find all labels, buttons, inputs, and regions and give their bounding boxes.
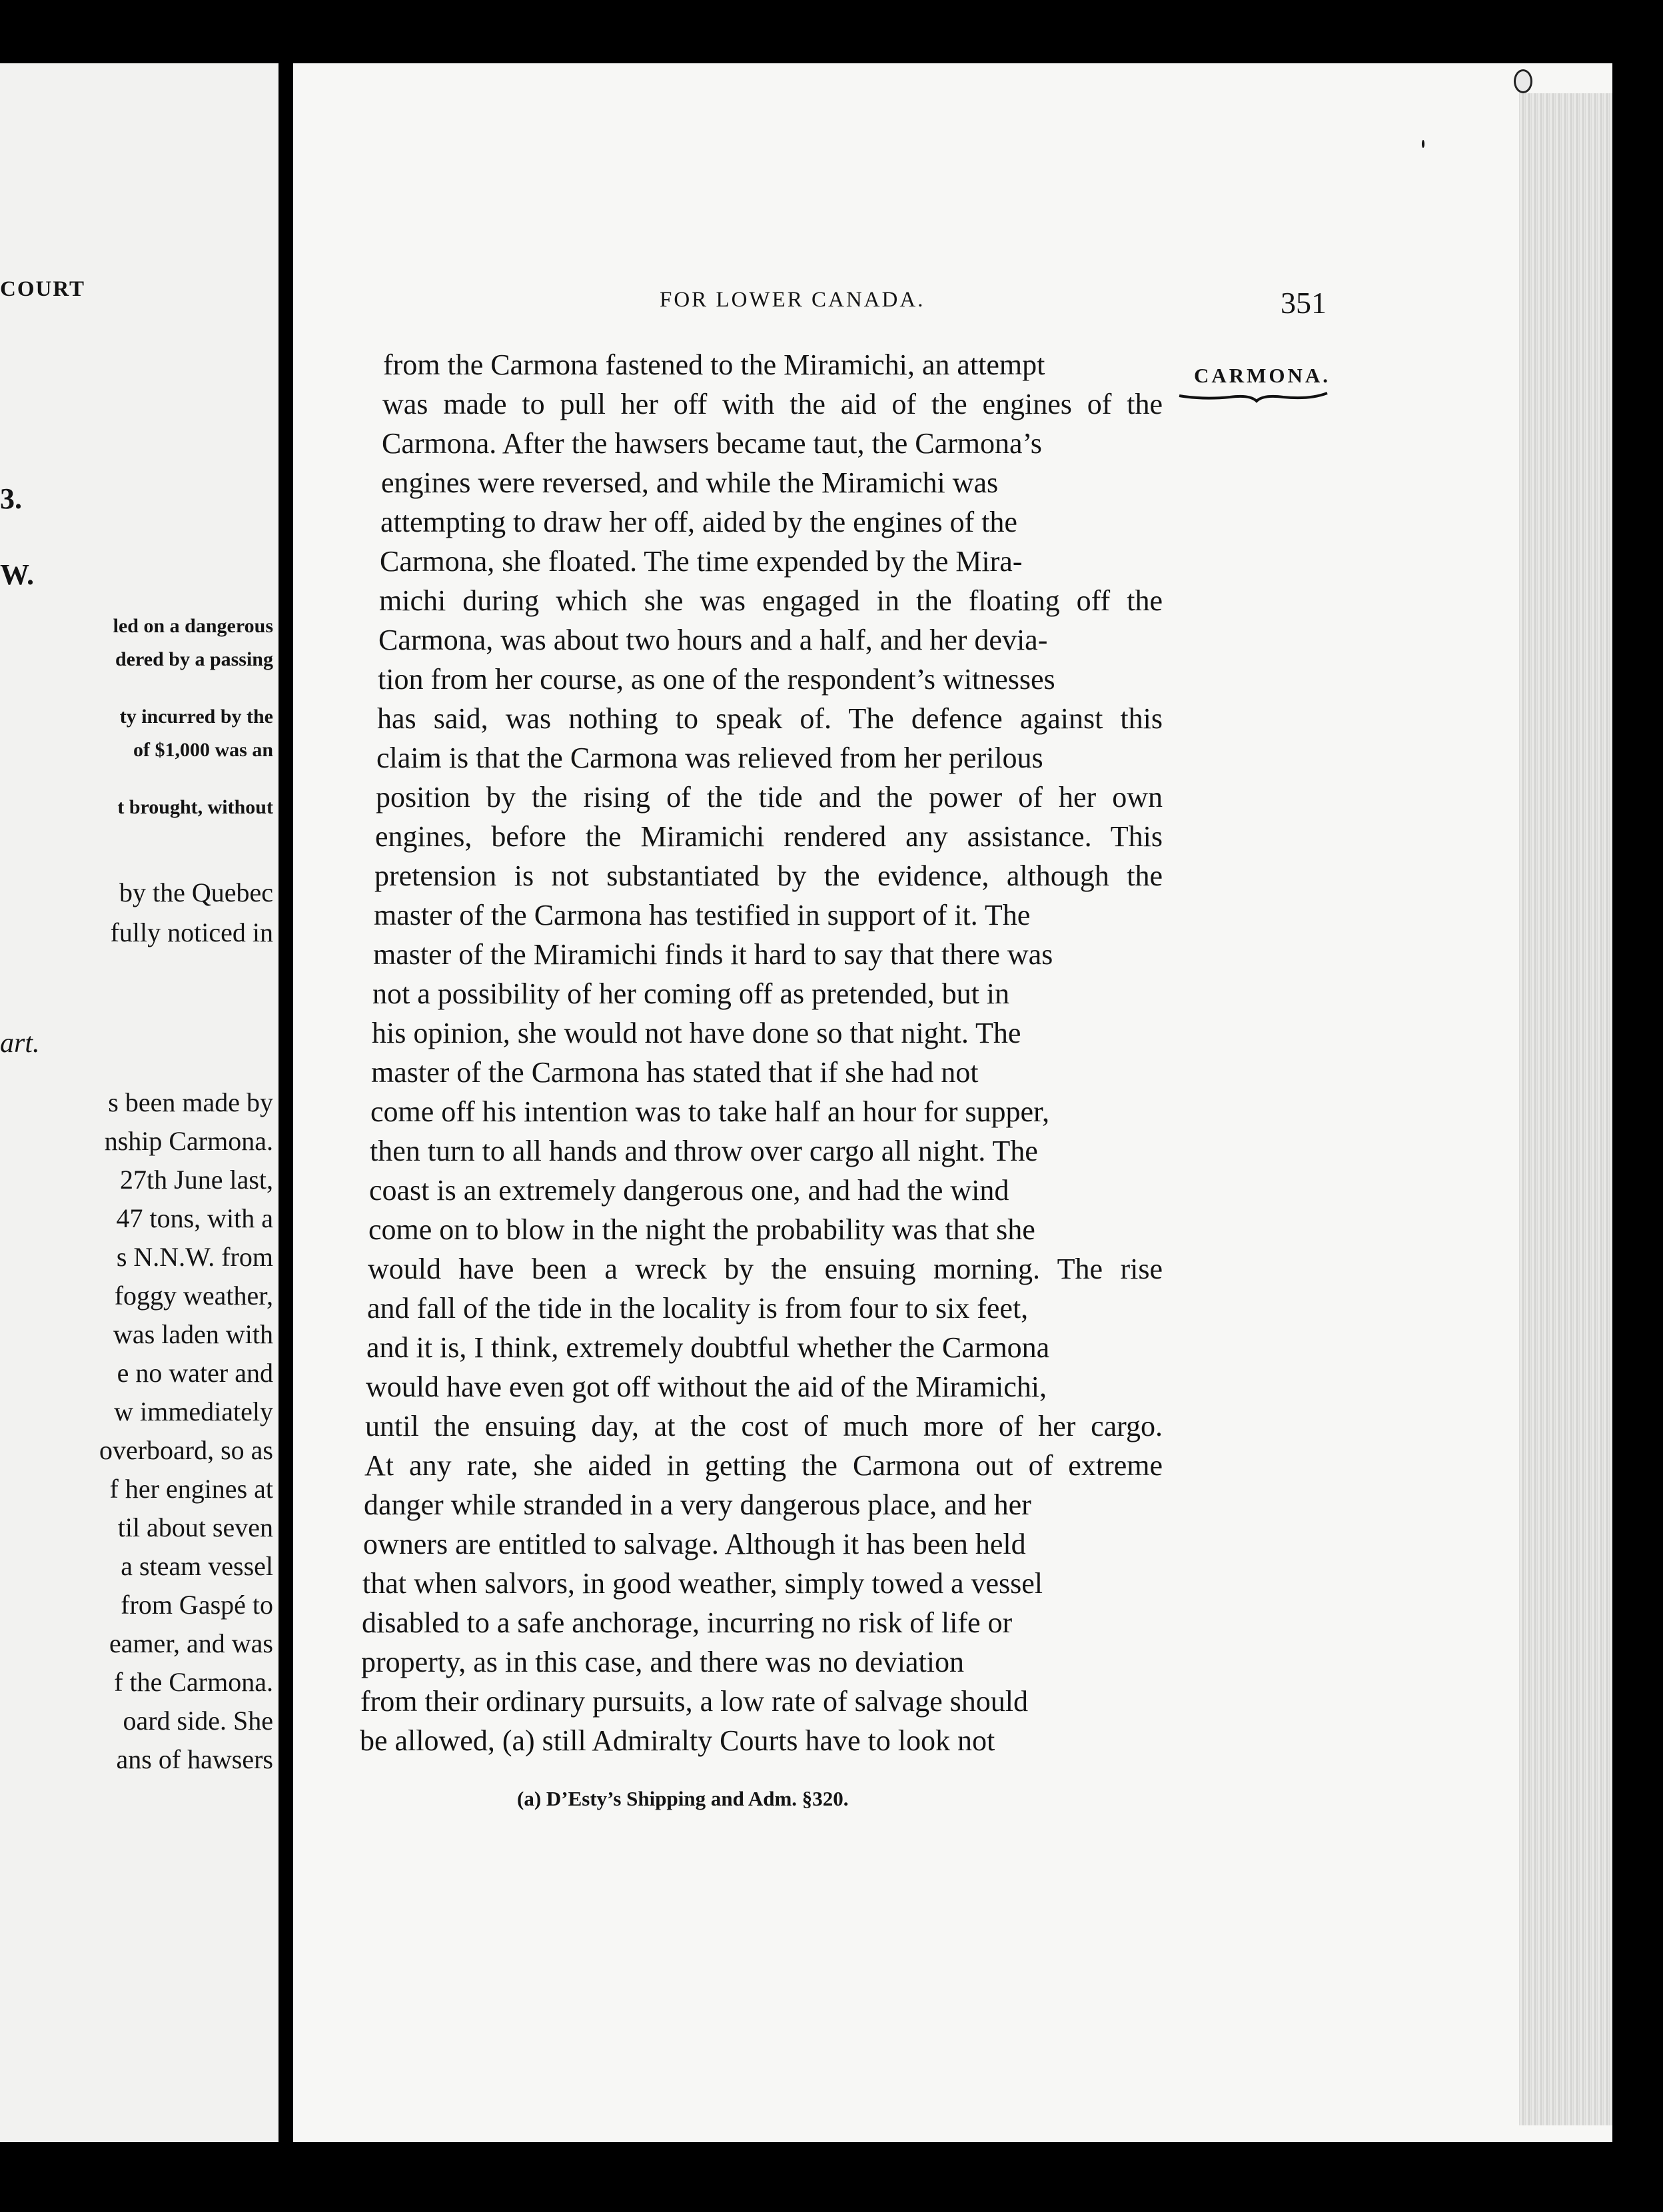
left-page-line: s been made by xyxy=(108,1087,273,1117)
left-page-line: by the Quebec xyxy=(119,877,273,907)
body-line: that when salvors, in good weather, simply towed a vessel xyxy=(362,1567,1043,1600)
body-line: attempting to draw her off, aided by the engines of the xyxy=(380,506,1017,538)
body-line: property, as in this case, and there was no deviation xyxy=(361,1646,964,1678)
body-line: from their ordinary pursuits, a low rate of salvage should xyxy=(360,1685,1028,1718)
body-line: michi during which she was engaged in the floating off the xyxy=(379,584,1163,617)
left-page-line: e no water and xyxy=(117,1358,273,1388)
left-page-line: was laden with xyxy=(113,1319,273,1349)
body-line: from the Carmona fastened to the Miramichi, an attempt xyxy=(383,348,1045,381)
left-page-line: ans of hawsers xyxy=(116,1744,273,1774)
scan-speck-icon xyxy=(1422,140,1424,148)
left-page-line: ty incurred by the xyxy=(119,706,273,728)
left-page-line: fully noticed in xyxy=(110,917,273,947)
body-line: and it is, I think, extremely doubtful whether the Carmona xyxy=(366,1331,1050,1364)
body-line: then turn to all hands and throw over cargo all night. The xyxy=(370,1135,1038,1167)
body-line: tion from her course, as one of the respondent’s witnesses xyxy=(378,663,1055,696)
body-line: master of the Carmona has stated that if she had not xyxy=(371,1056,979,1089)
left-page-line: til about seven xyxy=(117,1512,273,1542)
body-line: has said, was nothing to speak of. The defence against this xyxy=(377,702,1163,735)
ornamental-rule-icon xyxy=(1177,390,1330,408)
left-page-line: 27th June last, xyxy=(120,1165,273,1195)
left-page-line: s N.N.W. from xyxy=(116,1242,273,1272)
body-line: and fall of the tide in the locality is from four to six feet, xyxy=(367,1292,1029,1325)
marginal-note: CARMONA. xyxy=(1194,364,1331,387)
body-line: would have been a wreck by the ensuing morning. The rise xyxy=(368,1253,1163,1285)
body-line: was made to pull her off with the aid of the engines of the xyxy=(382,388,1163,420)
body-line: not a possibility of her coming off as pretended, but in xyxy=(372,977,1010,1010)
body-line: come off his intention was to take half an hour for supper, xyxy=(370,1095,1049,1128)
left-page-line: of $1,000 was an xyxy=(133,739,273,761)
body-line: engines were reversed, and while the Miramichi was xyxy=(381,466,999,499)
body-line: coast is an extremely dangerous one, and had the wind xyxy=(369,1174,1009,1207)
body-line: would have even got off without the aid of the Miramichi, xyxy=(366,1371,1047,1403)
body-line: owners are entitled to salvage. Although it has been held xyxy=(363,1528,1026,1560)
body-line: master of the Carmona has testified in support of it. The xyxy=(374,899,1031,931)
footnote: (a) D’Esty’s Shipping and Adm. §320. xyxy=(517,1787,849,1810)
body-line: come on to blow in the night the probability was that she xyxy=(368,1213,1035,1246)
body-line: his opinion, she would not have done so that night. The xyxy=(372,1017,1021,1049)
left-page-line: W. xyxy=(0,558,34,591)
page-edge-stack xyxy=(1519,93,1612,2125)
body-line: engines, before the Miramichi rendered any assistance. This xyxy=(375,820,1163,853)
body-line: position by the rising of the tide and the power of her own xyxy=(376,781,1163,814)
body-line: claim is that the Carmona was relieved from her perilous xyxy=(376,742,1043,774)
left-page-line: dered by a passing xyxy=(115,648,273,670)
left-page-line: a steam vessel xyxy=(121,1551,273,1581)
left-page-line: led on a dangerous xyxy=(113,615,273,637)
left-page-line: overboard, so as xyxy=(99,1435,273,1465)
body-line: be allowed, (a) still Admiralty Courts have to look not xyxy=(360,1724,995,1757)
body-line: At any rate, she aided in getting the Carmona out of extreme xyxy=(364,1449,1163,1482)
left-page-line: from Gaspé to xyxy=(121,1590,273,1620)
page-number: 351 xyxy=(1281,286,1327,320)
left-page-line: f the Carmona. xyxy=(114,1667,273,1697)
scan-speck-icon xyxy=(1514,69,1532,93)
body-line: master of the Miramichi finds it hard to say that there was xyxy=(373,938,1053,971)
left-page-line: eamer, and was xyxy=(109,1628,273,1658)
left-page-line: w immediately xyxy=(114,1396,273,1426)
body-line: Carmona. After the hawsers became taut, the Carmona’s xyxy=(382,427,1042,460)
left-page-line: t brought, without xyxy=(117,796,273,818)
left-page-line: foggy weather, xyxy=(114,1281,273,1311)
body-line: disabled to a safe anchorage, incurring no risk of life or xyxy=(362,1606,1013,1639)
left-page-line: art. xyxy=(0,1028,40,1059)
left-page-line: nship Carmona. xyxy=(104,1126,273,1156)
body-line: danger while stranded in a very dangerous place, and her xyxy=(364,1488,1031,1521)
left-page-line: COURT xyxy=(0,277,86,301)
body-line: pretension is not substantiated by the evidence, although the xyxy=(374,859,1163,892)
running-head: FOR LOWER CANADA. xyxy=(660,288,925,312)
body-line: Carmona, was about two hours and a half, and her devia- xyxy=(378,624,1048,656)
body-line: until the ensuing day, at the cost of much more of her cargo. xyxy=(365,1410,1163,1442)
left-page-line: oard side. She xyxy=(123,1706,273,1736)
left-page-line: 47 tons, with a xyxy=(116,1203,273,1233)
body-line: Carmona, she floated. The time expended by the Mira- xyxy=(380,545,1023,578)
left-page-line: 3. xyxy=(0,482,22,515)
left-page-line: f her engines at xyxy=(109,1474,273,1504)
previous-page xyxy=(0,63,280,2142)
